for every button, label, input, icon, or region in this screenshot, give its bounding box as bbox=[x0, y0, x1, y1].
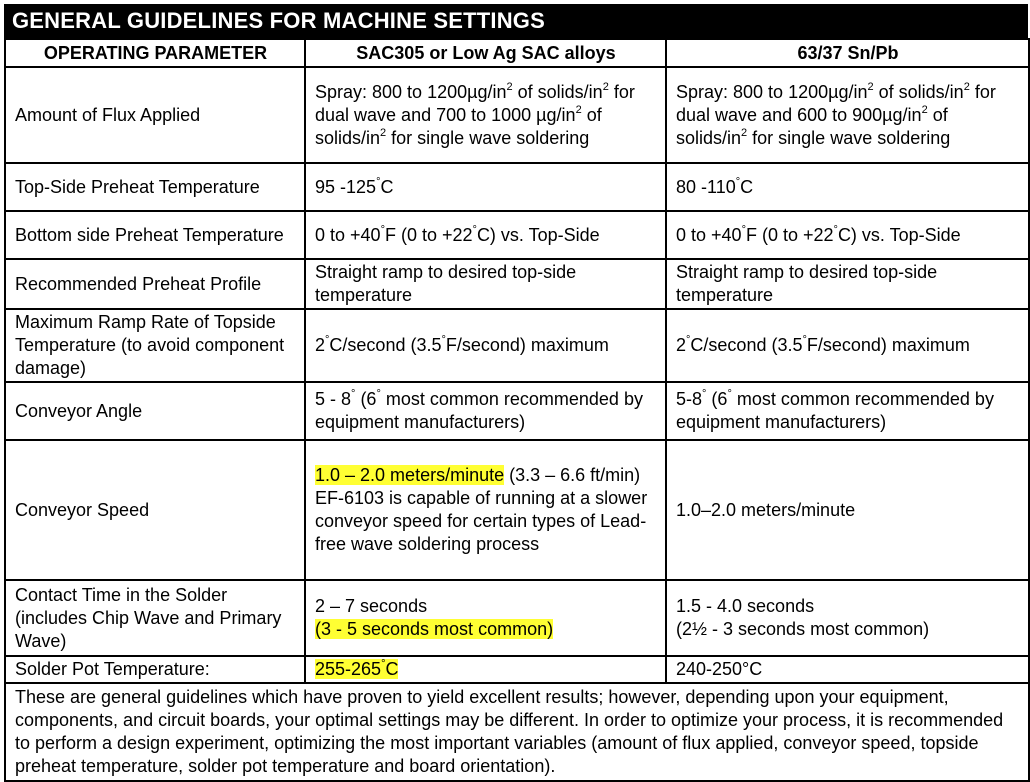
sac-value: 1.0 – 2.0 meters/minute (3.3 – 6.6 ft/min) EF-6103 is capable of running at a slower conveyor speed for certain types of Lead-free wave soldering process bbox=[305, 440, 666, 580]
table-row bbox=[5, 163, 1029, 211]
snpb-value: 2°C/second (3.5°F/second) maximum bbox=[666, 309, 1029, 382]
table-row bbox=[5, 259, 1029, 309]
highlighted-text: (3 - 5 seconds most common) bbox=[315, 619, 554, 639]
header-sn-pb: 63/37 Sn/Pb bbox=[666, 39, 1029, 67]
sac-value bbox=[305, 656, 666, 683]
table-row bbox=[5, 382, 1029, 440]
header-operating-parameter: OPERATING PARAMETER bbox=[5, 39, 305, 67]
table-row bbox=[5, 580, 1029, 656]
snpb-value: 1.0–2.0 meters/minute bbox=[666, 440, 1029, 580]
header-sac-alloys: SAC305 or Low Ag SAC alloys bbox=[305, 39, 666, 67]
row-label: Bottom side Preheat Temperature bbox=[5, 211, 305, 259]
snpb-value: Straight ramp to desired top-side temperature bbox=[666, 259, 1029, 309]
sac-value: 95 -125°C bbox=[305, 163, 666, 211]
row-label: Top-Side Preheat Temperature bbox=[5, 163, 305, 211]
sac-value: Spray: 800 to $1200\mu g/in^2$ of solids/$in^2$ for dual wave and 700 to 1000 $\mu g/in^2$ of solids/$in^2$ for single wave soldering bbox=[305, 67, 666, 163]
document-title: GENERAL GUIDELINES FOR MACHINE SETTINGS bbox=[4, 4, 1028, 38]
snpb-value: 80 -110°C bbox=[666, 163, 1029, 211]
row-label: Amount of Flux Applied bbox=[5, 67, 305, 163]
row-label: Conveyor Speed bbox=[5, 440, 305, 580]
sac-value: 2 – 7 seconds (3 - 5 seconds most common) bbox=[305, 580, 666, 656]
highlighted-text: 255-265°C bbox=[315, 658, 399, 679]
snpb-value: 5-8° (6° most common recommended by equipment manufacturers) bbox=[666, 382, 1029, 440]
snpb-value: 0 to +40°F (0 to +22°C) vs. Top-Side bbox=[666, 211, 1029, 259]
table-row bbox=[5, 67, 1029, 163]
table-row bbox=[5, 656, 1029, 683]
sac-value: 2°C/second (3.5°F/second) maximum bbox=[305, 309, 666, 382]
table-header-row bbox=[5, 39, 1029, 67]
guidelines-table bbox=[4, 38, 1030, 782]
footer-row bbox=[5, 683, 1029, 781]
highlighted-text: 1.0 – 2.0 meters/minute bbox=[315, 465, 505, 485]
table-row bbox=[5, 440, 1029, 580]
sac-value: 5 - 8° (6° most common recommended by equipment manufacturers) bbox=[305, 382, 666, 440]
snpb-value: Spray: 800 to $1200\mu g/in^2$ of solids/$in^2$ for dual wave and 600 to $900\mu g/in^2$ of solids/$in^2$ for single wave soldering bbox=[666, 67, 1029, 163]
table-row bbox=[5, 211, 1029, 259]
sac-value: 0 to +40°F (0 to +22°C) vs. Top-Side bbox=[305, 211, 666, 259]
table-row bbox=[5, 309, 1029, 382]
row-label: Contact Time in the Solder (includes Chip Wave and Primary Wave) bbox=[5, 580, 305, 656]
row-label: Maximum Ramp Rate of Topside Temperature (to avoid component damage) bbox=[5, 309, 305, 382]
snpb-value: 1.5 - 4.0 seconds (2½ - 3 seconds most common) bbox=[666, 580, 1029, 656]
snpb-value: 240-250°C bbox=[666, 656, 1029, 683]
sac-value: Straight ramp to desired top-side temperature bbox=[305, 259, 666, 309]
row-label: Conveyor Angle bbox=[5, 382, 305, 440]
footer-note: These are general guidelines which have proven to yield excellent results; however, depending upon your equipment, components, and circuit boards, your optimal settings may be different. In order to optimize your process, it is recommended to perform a design experiment, optimizing the most important variables (amount of flux applied, conveyor speed, topside preheat temperature, solder pot temperature and board orientation). bbox=[5, 683, 1029, 781]
row-label: Solder Pot Temperature: bbox=[5, 656, 305, 683]
row-label: Recommended Preheat Profile bbox=[5, 259, 305, 309]
